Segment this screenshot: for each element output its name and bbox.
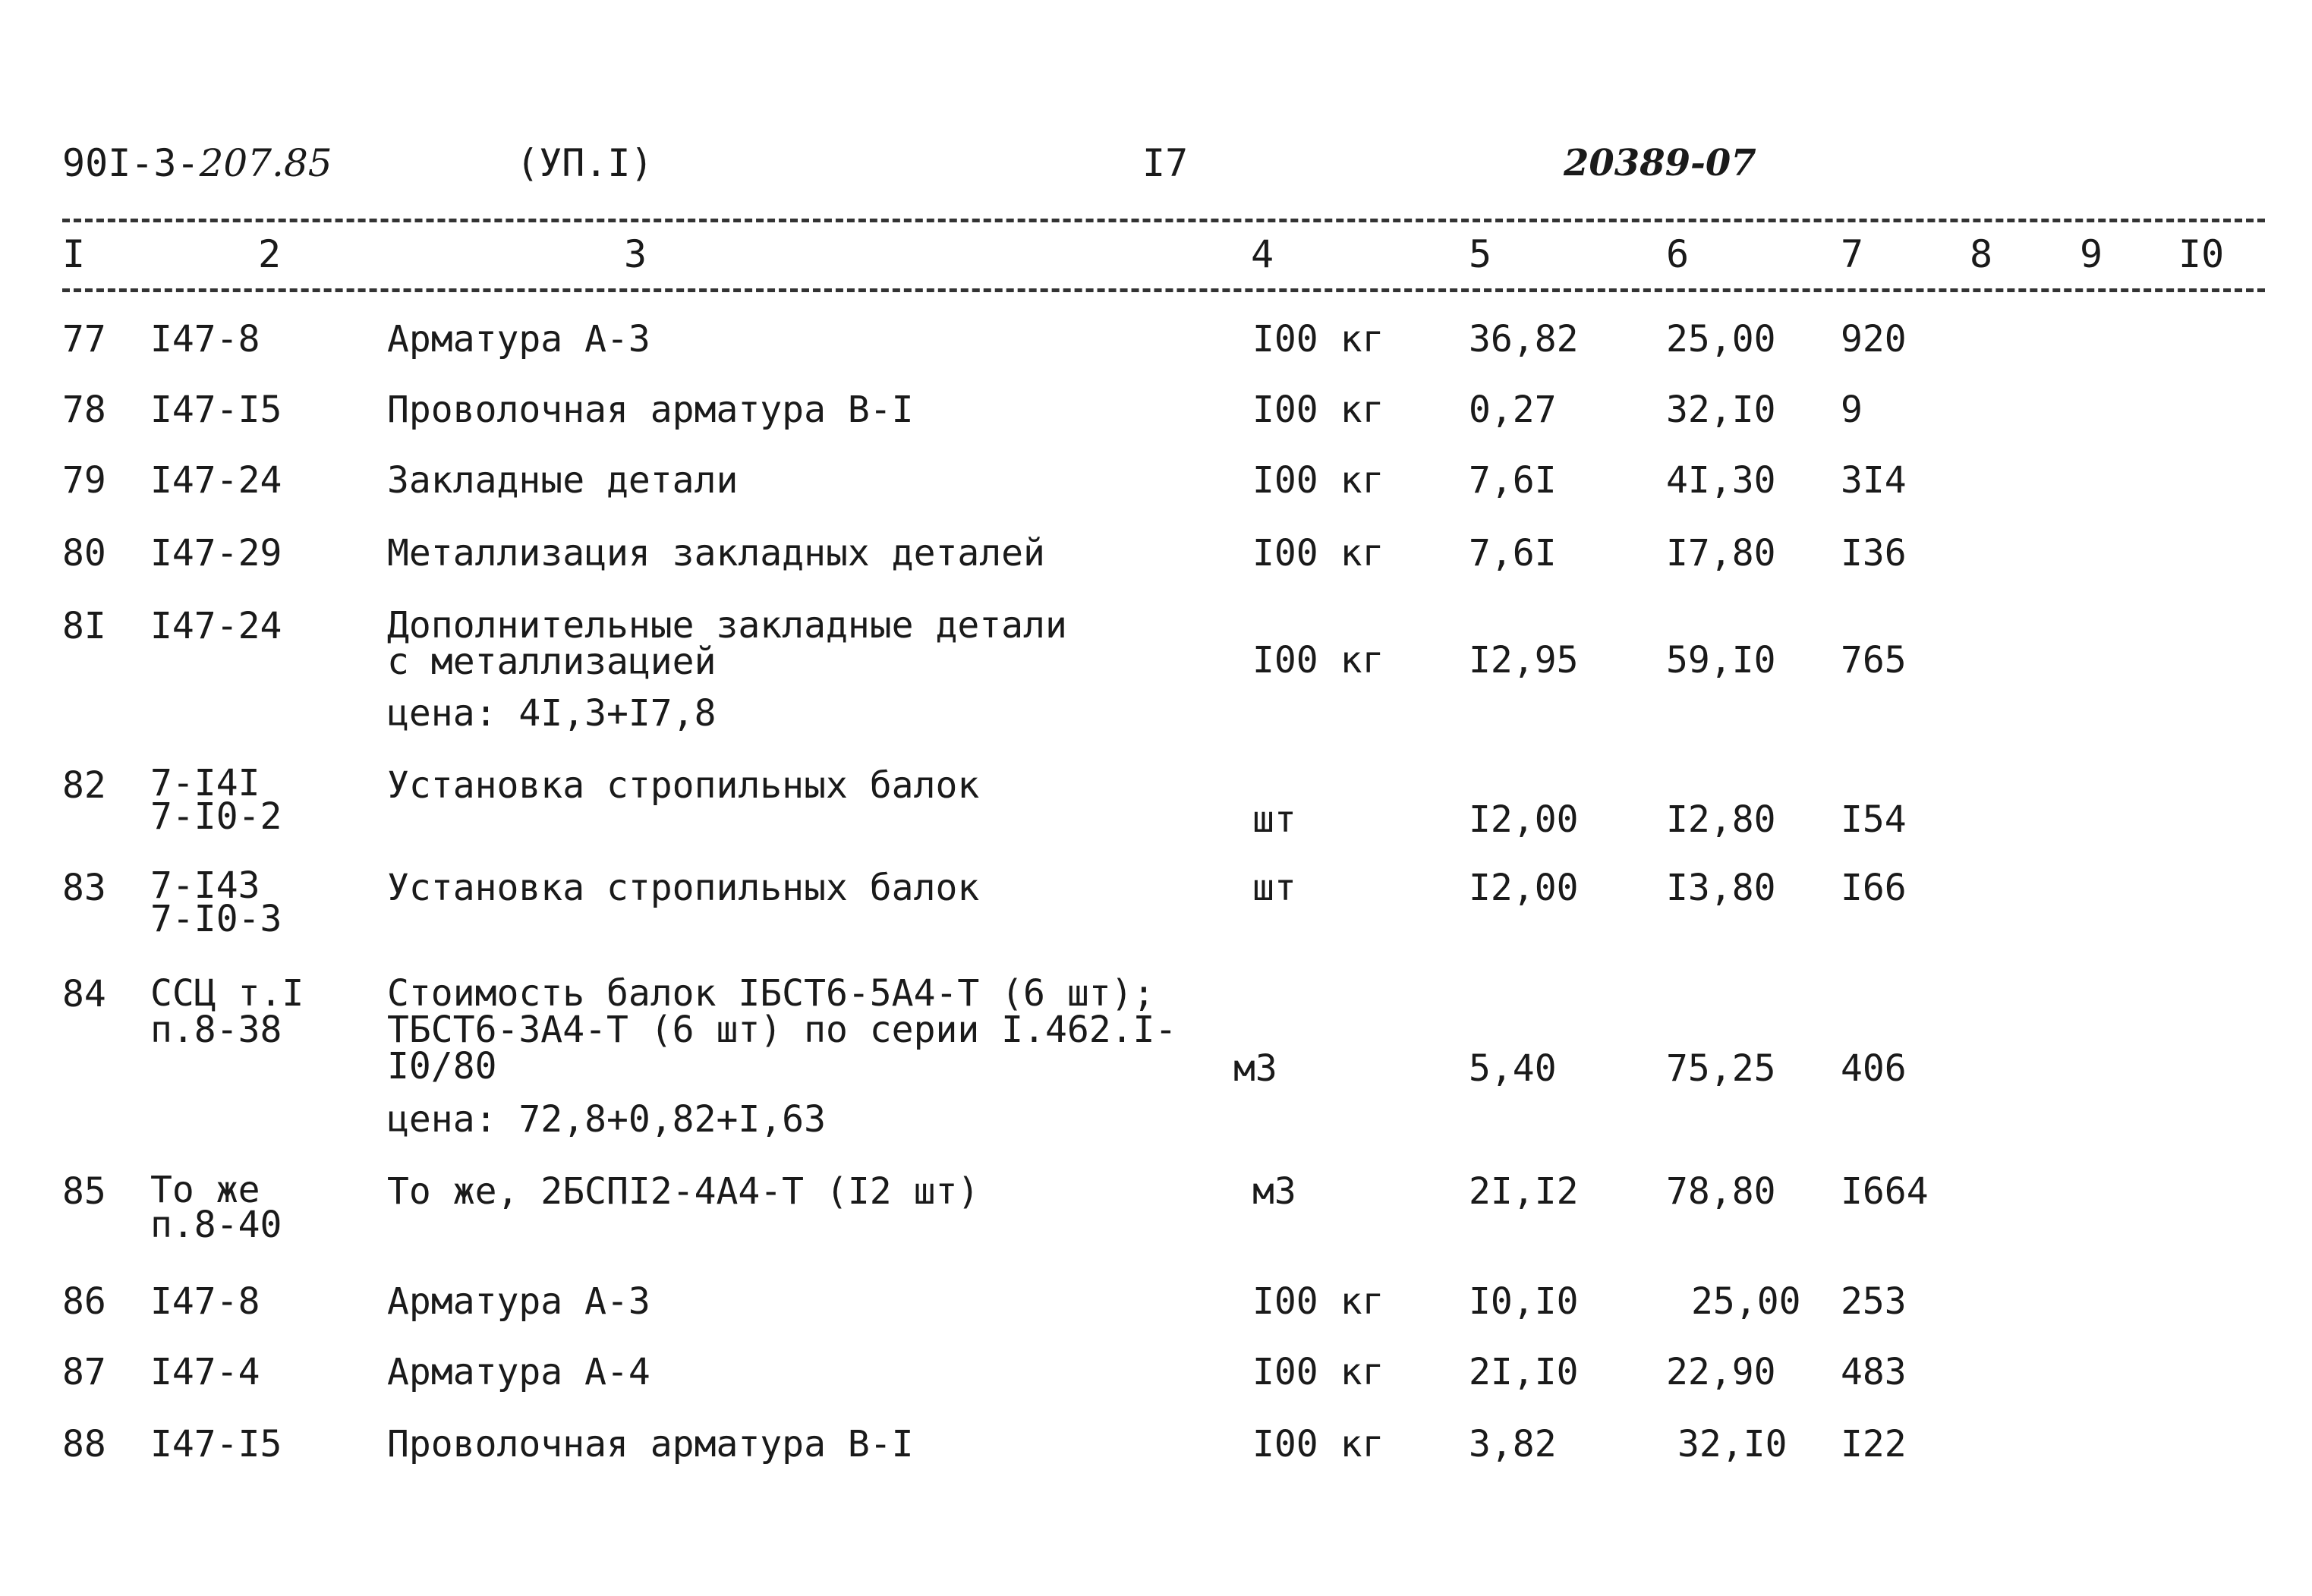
row-index: 8I xyxy=(62,605,106,647)
row-unit-price: 59,I0 xyxy=(1666,639,1776,682)
column-number-header xyxy=(0,228,2312,281)
row-index: 77 xyxy=(62,318,106,360)
row-name: То же, 2БСПI2-4А4-Т (I2 шт) xyxy=(387,1170,980,1213)
row-code: I47-I5 xyxy=(150,1423,282,1465)
row-unit-price: 4I,30 xyxy=(1666,459,1776,502)
row-name: Проволочная арматура В-I xyxy=(387,389,914,431)
row-code: I47-I5 xyxy=(150,389,282,431)
row-quantity: 2I,I2 xyxy=(1469,1170,1579,1213)
row-index: 86 xyxy=(62,1280,106,1323)
row-unit-price: I7,80 xyxy=(1666,532,1776,574)
project-code-handwritten: 207.85 xyxy=(199,141,332,185)
row-unit: м3 xyxy=(1233,1047,1277,1090)
row-code: I47-24 xyxy=(150,605,282,647)
row-name: Металлизация закладных деталей xyxy=(387,532,1045,574)
row-total: I664 xyxy=(1841,1170,1929,1213)
row-name: Установка стропильных балок xyxy=(387,867,980,909)
row-quantity: 7,6I xyxy=(1469,532,1557,574)
row-total: I54 xyxy=(1841,798,1907,841)
row-unit: шт xyxy=(1252,798,1296,841)
row-quantity: I2,00 xyxy=(1469,867,1579,909)
row-total: I66 xyxy=(1841,867,1907,909)
row-total: 9 xyxy=(1841,389,1863,431)
row-unit: I00 кг xyxy=(1252,639,1384,682)
row-price-note: цена: 72,8+0,82+I,63 xyxy=(387,1098,826,1141)
row-index: 80 xyxy=(62,532,106,574)
row-unit-price: I2,80 xyxy=(1666,798,1776,841)
row-total: 920 xyxy=(1841,318,1907,360)
table-top-rule xyxy=(62,219,2265,222)
row-total: 3I4 xyxy=(1841,459,1907,502)
volume-label: (УП.I) xyxy=(516,141,654,185)
row-total: I22 xyxy=(1841,1423,1907,1465)
row-name: Арматура А-3 xyxy=(387,318,650,360)
row-unit-price: 32,I0 xyxy=(1677,1423,1788,1465)
row-unit: шт xyxy=(1252,867,1296,909)
row-code: I47-8 xyxy=(150,318,260,360)
column-number: 5 xyxy=(1469,232,1492,276)
column-number: I0 xyxy=(2178,232,2225,276)
row-index: 87 xyxy=(62,1351,106,1393)
row-total: I36 xyxy=(1841,532,1907,574)
row-code: I47-4 xyxy=(150,1351,260,1393)
row-name: Дополнительные закладные детали с металлизацией xyxy=(387,604,1067,683)
row-quantity: I2,95 xyxy=(1469,639,1579,682)
row-code: I47-24 xyxy=(150,459,282,502)
project-code-printed: 90I-3- xyxy=(62,141,200,185)
row-unit: I00 кг xyxy=(1252,318,1384,360)
table-header-rule xyxy=(62,288,2265,292)
row-unit: I00 кг xyxy=(1252,532,1384,574)
row-unit-price: 78,80 xyxy=(1666,1170,1776,1213)
row-index: 82 xyxy=(62,764,106,807)
row-name: Арматура А-3 xyxy=(387,1280,650,1323)
project-code xyxy=(62,137,332,190)
row-code: 7-I43 7-I0-3 xyxy=(150,864,282,940)
row-quantity: I0,I0 xyxy=(1469,1280,1579,1323)
row-code: I47-8 xyxy=(150,1280,260,1323)
row-total: 253 xyxy=(1841,1280,1907,1323)
row-unit-price: 25,00 xyxy=(1666,318,1776,360)
row-unit: I00 кг xyxy=(1252,1423,1384,1465)
row-unit: I00 кг xyxy=(1252,1351,1384,1393)
document-number: 20389-07 xyxy=(1564,142,1756,184)
row-total: 406 xyxy=(1841,1047,1907,1090)
row-code: То же п.8-40 xyxy=(150,1169,282,1246)
row-index: 85 xyxy=(62,1170,106,1213)
column-number: 7 xyxy=(1841,232,1864,276)
row-unit-price: 75,25 xyxy=(1666,1047,1776,1090)
row-unit-price: 32,I0 xyxy=(1666,389,1776,431)
row-unit: I00 кг xyxy=(1252,389,1384,431)
row-unit: I00 кг xyxy=(1252,1280,1384,1323)
column-number: 9 xyxy=(2080,232,2103,276)
row-index: 78 xyxy=(62,389,106,431)
row-unit-price: 22,90 xyxy=(1666,1351,1776,1393)
row-name: Установка стропильных балок xyxy=(387,764,980,807)
column-number: 6 xyxy=(1666,232,1690,276)
row-quantity: 5,40 xyxy=(1469,1047,1557,1090)
row-quantity: 36,82 xyxy=(1469,318,1579,360)
row-quantity: 2I,I0 xyxy=(1469,1351,1579,1393)
row-index: 84 xyxy=(62,973,106,1015)
row-total: 483 xyxy=(1841,1351,1907,1393)
row-total: 765 xyxy=(1841,639,1907,682)
row-unit-price: I3,80 xyxy=(1666,867,1776,909)
column-number: 2 xyxy=(258,232,282,276)
row-unit-price: 25,00 xyxy=(1691,1280,1801,1323)
column-number: 4 xyxy=(1251,232,1274,276)
row-unit: м3 xyxy=(1252,1170,1296,1213)
row-quantity: 3,82 xyxy=(1469,1423,1557,1465)
column-number: 3 xyxy=(624,232,647,276)
row-name: Арматура А-4 xyxy=(387,1351,650,1393)
row-index: 83 xyxy=(62,867,106,909)
row-code: 7-I4I 7-I0-2 xyxy=(150,762,282,838)
page-number: I7 xyxy=(1142,141,1189,185)
row-quantity: I2,00 xyxy=(1469,798,1579,841)
row-code: ССЦ т.I п.8-38 xyxy=(150,972,304,1051)
row-name: Стоимость балок IБСТ6-5А4-Т (6 шт); ТБСТ6-3А4-Т (6 шт) по серии I.462.I- I0/80 xyxy=(387,972,1177,1088)
row-index: 88 xyxy=(62,1423,106,1465)
row-quantity: 0,27 xyxy=(1469,389,1557,431)
row-code: I47-29 xyxy=(150,532,282,574)
row-name: Проволочная арматура В-I xyxy=(387,1423,914,1465)
column-number: I xyxy=(62,232,86,276)
row-name: Закладные детали xyxy=(387,459,739,502)
row-index: 79 xyxy=(62,459,106,502)
column-number: 8 xyxy=(1970,232,1993,276)
row-price-note: цена: 4I,3+I7,8 xyxy=(387,692,717,735)
row-quantity: 7,6I xyxy=(1469,459,1557,502)
row-unit: I00 кг xyxy=(1252,459,1384,502)
